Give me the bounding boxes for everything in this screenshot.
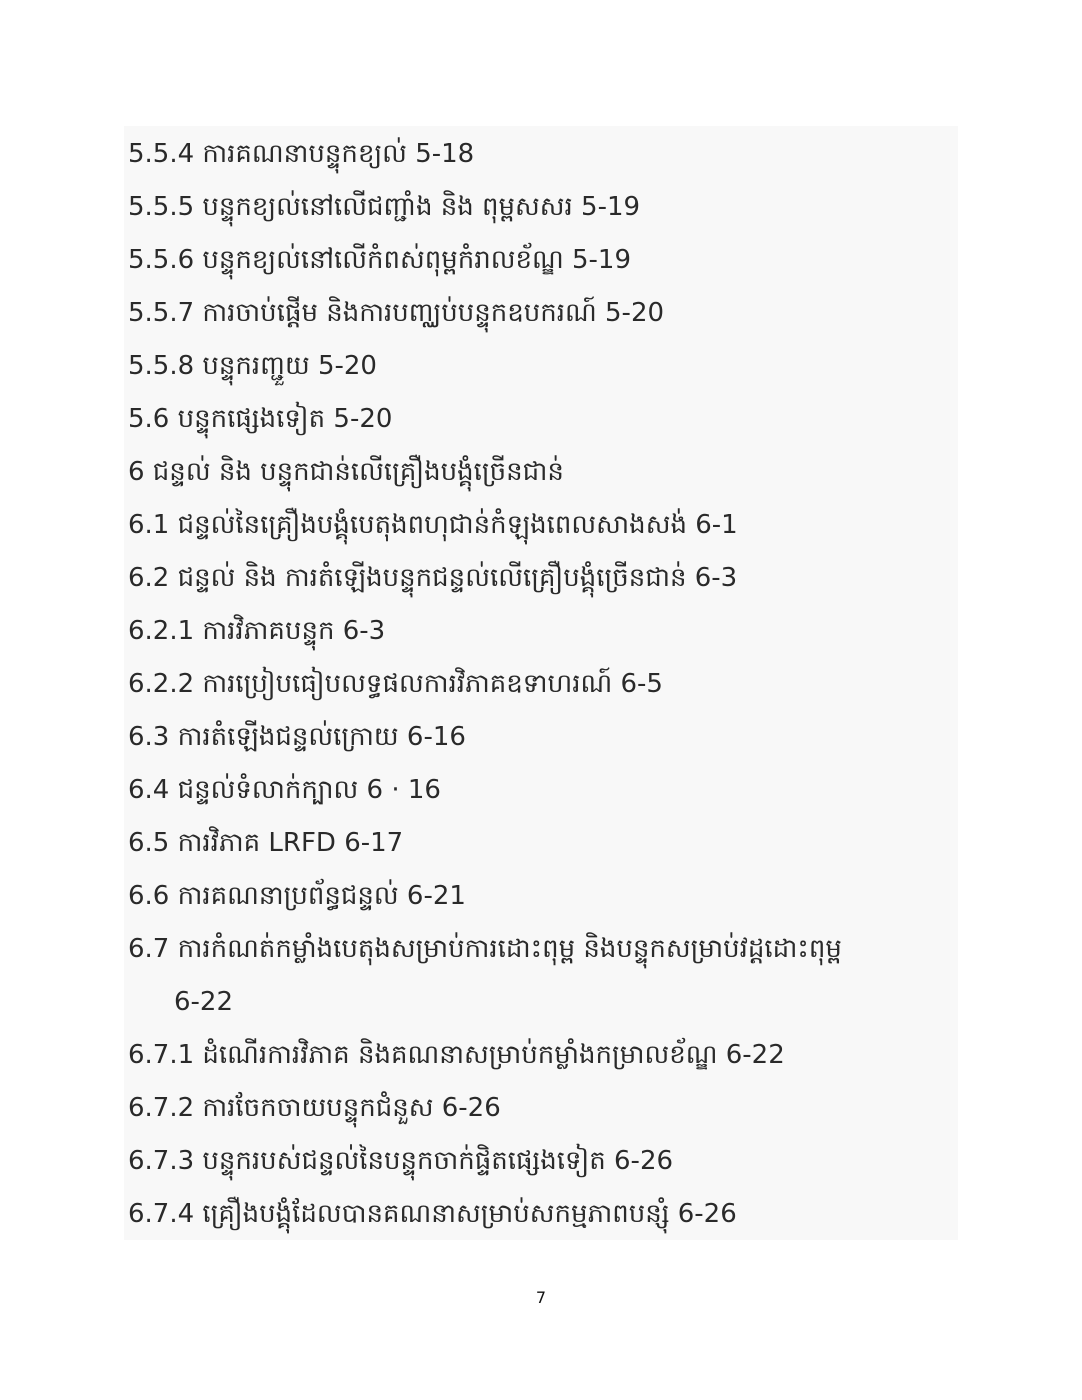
toc-entry-6-7-2[interactable]: 6.7.2 ការចែកចាយបន្ទុកជំនួស 6-26 [128, 1093, 501, 1123]
toc-entry-5-5-6[interactable]: 5.5.6 បន្ទុកខ្យល់នៅលើកំពស់ពុម្ពកំរាលខ័ណ្ឌ 5-19 [128, 245, 632, 275]
toc-entry-6-2-2[interactable]: 6.2.2 ការប្រៀបធៀបលទ្ធផលការវិភាគឧទាហរណ៍ 6-5 [128, 669, 663, 699]
toc-entry-6-7-1[interactable]: 6.7.1 ដំណើរការវិភាគ និងគណនាសម្រាប់កម្លាំងកម្រាលខ័ណ្ឌ 6-22 [128, 1040, 785, 1070]
toc-entry-5-5-5[interactable]: 5.5.5 បន្ទុកខ្យល់នៅលើជញ្ជាំង និង ពុម្ពសសរ 5-19 [128, 192, 641, 222]
toc-entry-6-7-3[interactable]: 6.7.3 បន្ទុករបស់ជន្ទល់នៃបន្ទុកចាក់ផ្ទិតផ្សេងទៀត 6-26 [128, 1146, 674, 1176]
toc-entry-6-1[interactable]: 6.1 ជន្ទល់នៃគ្រឿងបង្គុំបេតុងពហុជាន់កំឡុងពេលសាងសង់ 6-1 [128, 510, 738, 540]
toc-entry-6-6[interactable]: 6.6 ការគណនាប្រព័ន្ធជន្ទល់ 6-21 [128, 881, 466, 911]
toc-entry-6-2-1[interactable]: 6.2.1 ការវិភាគបន្ទុក 6-3 [128, 616, 386, 646]
toc-entry-6[interactable]: 6 ជន្ទល់ និង បន្ទុកជាន់លើគ្រឿងបង្គុំច្រើនជាន់ [128, 457, 564, 487]
toc-entry-5-5-8[interactable]: 5.5.8 បន្ទុករញ្ជួយ 5-20 [128, 351, 377, 381]
toc-entry-6-2[interactable]: 6.2 ជន្ទល់ និង ការតំឡើងបន្ទុកជន្ទល់លើគ្រឿបង្គុំច្រើនជាន់ 6-3 [128, 563, 738, 593]
toc-entry-5-5-4[interactable]: 5.5.4 ការគណនាបន្ទុកខ្យល់ 5-18 [128, 139, 475, 169]
page-number: 7 [535, 1288, 547, 1307]
toc-entry-6-5[interactable]: 6.5 ការវិភាគ LRFD 6-17 [128, 828, 404, 858]
toc-entry-6-7-page[interactable]: 6-22 [174, 987, 234, 1017]
toc-entry-5-5-7[interactable]: 5.5.7 ការចាប់ផ្តើម និងការបញ្ឈប់បន្ទុកឧបករណ៍ 5-20 [128, 298, 665, 328]
toc-entry-6-7-4[interactable]: 6.7.4 គ្រឿងបង្គុំដែលបានគណនាសម្រាប់សកម្មភាពបន្សុំ 6-26 [128, 1199, 737, 1229]
table-of-contents [128, 128, 958, 1241]
toc-entry-6-7[interactable]: 6.7 ការកំណត់កម្លាំងបេតុងសម្រាប់ការដោះពុម្ព និងបន្ទុកសម្រាប់វដ្តដោះពុម្ព [128, 934, 842, 964]
toc-entry-6-4[interactable]: 6.4 ជន្ទល់ទំលាក់ក្បាល 6 · 16 [128, 775, 441, 805]
toc-entry-6-3[interactable]: 6.3 ការតំឡើងជន្ទល់ក្រោយ 6-16 [128, 722, 466, 752]
toc-entry-5-6[interactable]: 5.6 បន្ទុកផ្សេងទៀត 5-20 [128, 404, 393, 434]
